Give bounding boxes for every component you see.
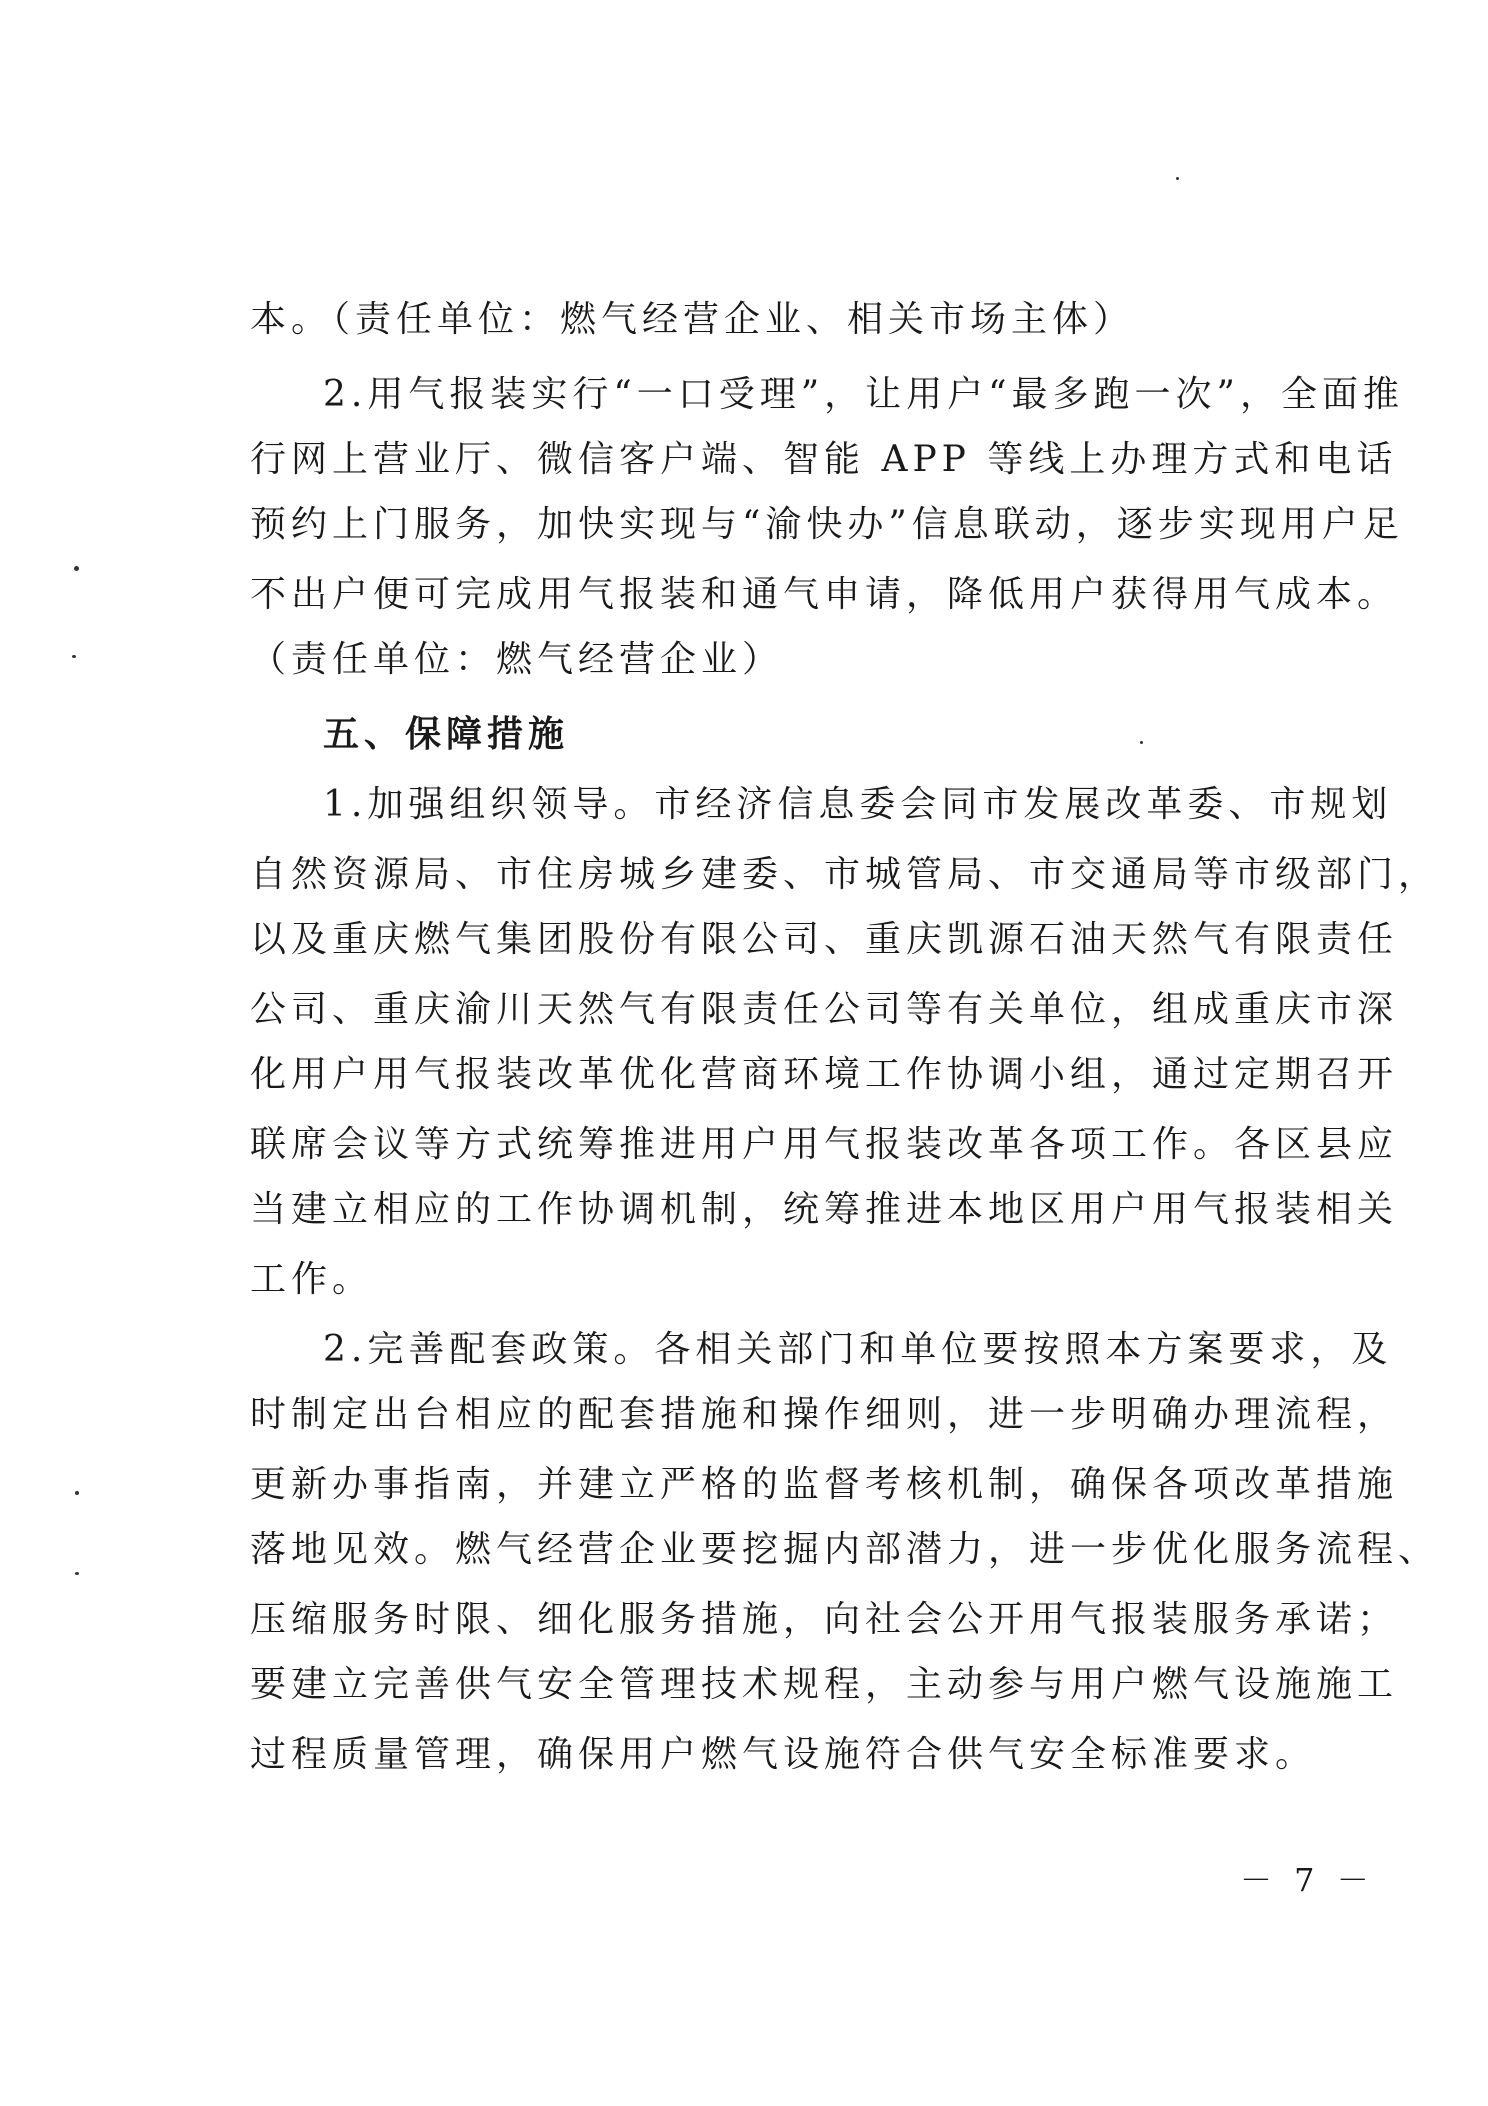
body-line-2: 2.用气报装实行“一口受理”，让用户“最多跑一次”，全面推 [323,374,1404,415]
scan-speck [72,655,76,658]
body-line-1: 本。（责任单位：燃气经营企业、相关市场主体） [250,299,1135,340]
body-line-21: 要建立完善供气安全管理技术规程，主动参与用户燃气设施施工 [250,1664,1399,1705]
body-line-11: 公司、重庆渝川天然气有限责任公司等有关单位，组成重庆市深 [250,989,1399,1030]
scan-speck [75,1491,79,1495]
body-line-15: 工作。 [250,1259,374,1300]
scan-speck [1140,741,1143,744]
scan-speck [1176,177,1179,180]
section-heading: 五、保障措施 [323,714,570,755]
body-line-10: 以及重庆燃气集团股份有限公司、重庆凯源石油天然气有限责任 [250,919,1399,960]
body-line-6: （责任单位：燃气经营企业） [250,639,784,680]
body-line-14: 当建立相应的工作协调机制，统筹推进本地区用户用气报装相关 [250,1189,1399,1230]
body-line-13: 联席会议等方式统筹推进用户用气报装改革各项工作。各区县应 [250,1124,1399,1165]
body-line-12: 化用户用气报装改革优化营商环境工作协调小组，通过定期召开 [250,1054,1399,1095]
scan-speck [75,1572,79,1575]
body-line-20: 压缩服务时限、细化服务措施，向社会公开用气报装服务承诺； [250,1599,1399,1640]
body-line-16: 2.完善配套政策。各相关部门和单位要按照本方案要求，及 [323,1329,1393,1370]
scan-speck [74,566,79,571]
body-line-17: 时制定出台相应的配套措施和操作细则，进一步明确办理流程， [250,1394,1399,1435]
body-line-9: 自然资源局、市住房城乡建委、市城管局、市交通局等市级部门， [250,854,1440,895]
body-line-18: 更新办事指南，并建立严格的监督考核机制，确保各项改革措施 [250,1464,1399,1505]
body-line-3: 行网上营业厅、微信客户端、智能 APP 等线上办理方式和电话 [250,439,1398,480]
body-line-8: 1.加强组织领导。市经济信息委会同市发展改革委、市规划 [323,784,1393,825]
body-line-5: 不出户便可完成用气报装和通气申请，降低用户获得用气成本。 [250,574,1399,615]
body-line-19: 落地见效。燃气经营企业要挖掘内部潜力，进一步优化服务流程、 [250,1529,1440,1570]
page-number: － 7 － [1240,1861,1375,1899]
body-line-22: 过程质量管理，确保用户燃气设施符合供气安全标准要求。 [250,1734,1317,1775]
body-line-4: 预约上门服务，加快实现与“渝快办”信息联动，逐步实现用户足 [250,504,1404,545]
